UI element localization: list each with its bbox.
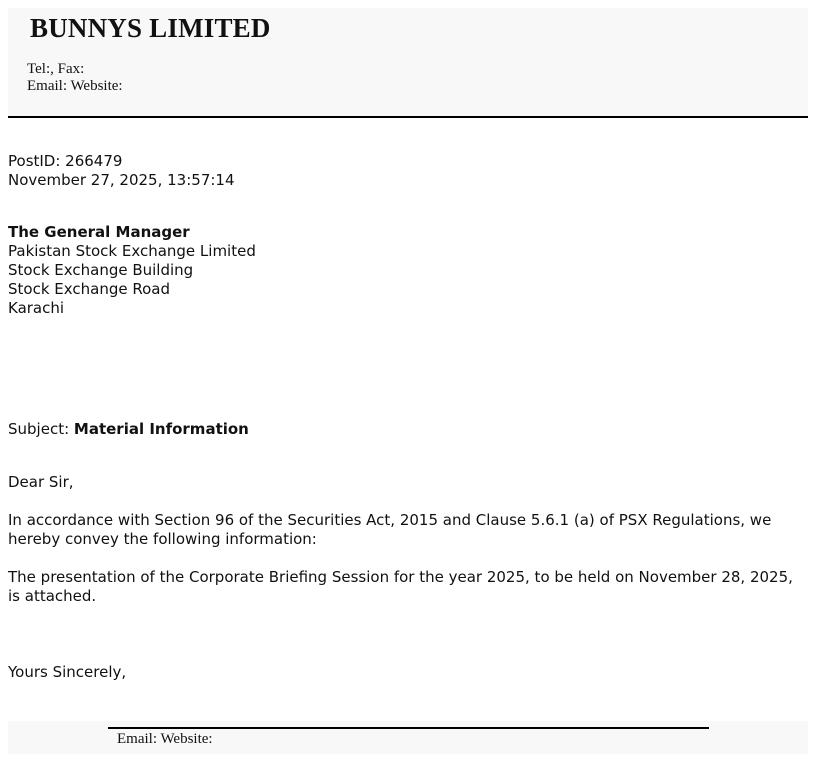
closing: Yours Sincerely, xyxy=(8,663,127,681)
company-name: BUNNYS LIMITED xyxy=(30,13,271,43)
recipient-line-4: Karachi xyxy=(8,299,65,317)
salutation: Dear Sir, xyxy=(8,473,74,491)
recipient-title: The General Manager xyxy=(8,223,190,241)
subject-value: Material Information xyxy=(73,420,249,438)
paragraph-1: In accordance with Section 96 of the Securities Act, 2015 and Clause 5.6.1 (a) of PSX Regulations, we hereby convey the following information: xyxy=(8,511,772,548)
recipient-line-3: Stock Exchange Road xyxy=(8,280,170,298)
header-divider xyxy=(8,116,808,118)
post-datetime: November 27, 2025, 13:57:14 xyxy=(8,171,235,189)
letterhead xyxy=(8,8,808,116)
recipient-line-2: Stock Exchange Building xyxy=(8,261,194,279)
tel-fax-line: Tel:, Fax: xyxy=(27,61,85,77)
footer-divider xyxy=(108,727,709,729)
paragraph-2: The presentation of the Corporate Briefing Session for the year 2025, to be held on November 28, 2025, is attached. xyxy=(8,568,793,605)
footer xyxy=(8,721,808,754)
subject-line xyxy=(8,420,249,439)
email-website-line: Email: Website: xyxy=(27,78,123,94)
post-id: PostID: 266479 xyxy=(8,152,123,170)
recipient-line-1: Pakistan Stock Exchange Limited xyxy=(8,242,256,260)
footer-email-website: Email: Website: xyxy=(117,731,213,747)
subject-label: Subject: xyxy=(8,420,74,438)
